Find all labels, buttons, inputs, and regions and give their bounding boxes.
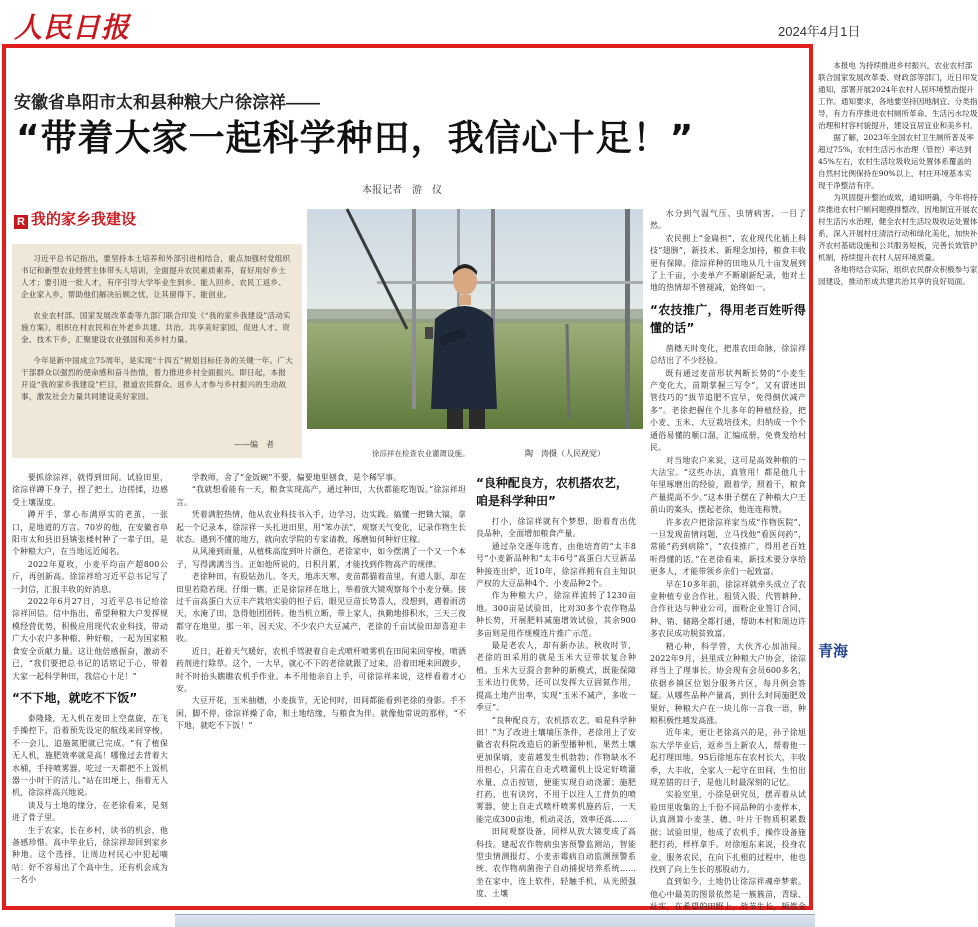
paragraph: 近年来，更让老徐高兴的是，孙子徐旭东大学毕业后，返乡当上新农人，帮着他一起打理田地。95后徐旭东在农村长大，丰收季，大丰收，全家人一起守在田间，生怕出现差错的日子，是他儿时最深刻的记忆。: [650, 728, 806, 788]
paragraph: 对当地农户来说，这可是高效种粮的一大法宝。“这些办法，真管用！都是他几十年里琢磨出的经验，跟着学，照着干，粮食产量提高不少。”这本册子摆在了种粮大户王前山的案头，摆起老徐，他连连称赞。: [650, 455, 806, 515]
paragraph: “我就想看能有一天，粮食实现高产，通过种田，大伙都能吃饱饭。”徐淙祥坦言。: [176, 485, 466, 507]
paragraph: 大豆开花，玉米抽穗，小麦拔节，无论何时，田间都能看到老徐的身影。手不闲，脚不停，徐淙祥操了命，和土地结缘，与粮食为伴。就像他常说的那样，“不下地，就吃不下饭！”: [176, 696, 466, 731]
publication-date: 2024年4月1日: [778, 24, 861, 39]
paragraph: 老徐种田，有股钻劲儿。冬天，地冻天寒，麦苗都猫着苗里，有道人影，却在田里若隐若现。仔细一瞧，正是徐淙祥在地上，举着放大镜观察每个小麦分蘖。接过千亩高蛋白大豆丰产栽培实验的担子后，眼见豆苗长势喜人，没想到，遇着雨涝天，水淹了田，急得他团团转。他当机立断，带上家人，执勤地排积水，三天三夜都守在地里。那一年，因天灾，不少农户大豆减产，老徐的千亩试验田却喜迎丰收。: [176, 572, 466, 644]
editor-note: [12, 244, 302, 458]
paragraph: 要抓徐淙祥，就得到田间。试验田里，徐淙祥蹲下身子，捏了把土，边搓揉，边感受土壤湿度。: [12, 473, 168, 507]
article-headline: “带着大家一起科学种田，我信心十足！”: [16, 118, 695, 159]
paragraph: 农民拥上“金扁担”，农业现代化插上科技“翅膀”，新技术、新理念加持，粮食丰收更有保障。徐淙祥种的田地从几十亩发展到了上千亩，小麦单产不断刷新纪录，他对土地的热情却不曾褪减，始终如一。: [650, 233, 806, 293]
paragraph: 谈及与土地的缘分，在老徐看来，是刻进了骨子里。: [12, 800, 168, 823]
paragraph: 田间观察设备，同样从放大镜变成了高科技。建起农作物病虫害预警监测站，智能型虫情测报灯、小麦赤霉病自动监测预警系统、农作物病菌孢子自动捕捉培养系统……坐在家中，连上软件，轻触手机，从光照强度、土壤: [476, 827, 636, 899]
adjacent-article-text[interactable]: [818, 60, 978, 910]
paragraph: 泰隆隆，无人机在麦田上空盘旋，在飞手操控下，沿着预先设定的航线来回穿梭，不一会儿，追施氮肥就已完成。“有了植保无人机，施肥效率就是高！哪像过去背着大水桶，手持喷雾器，吃过一天都把不上饭机器一小时干的活儿。”站在田埂上，指着无人机，徐淙祥高兴地说。: [12, 713, 168, 798]
article-kicker: 安徽省阜阳市太和县种粮大户徐淙祥——: [14, 93, 320, 112]
paragraph: 精心种，科学管，大伙齐心加油闯。2022年9月，县里成立种粮大户协会，徐淙祥当上了理事长。协会现有会员600多名，依据乡镇区位划分服务片区，每月例会答疑。从哪些品种产量高，到什么时间施肥效果好，种粮大户在一块儿你一言我一语，种粮积极性越发高涨。: [650, 641, 806, 726]
paragraph: 从风淹到雨量，从植株高度到叶片颜色，老徐家中，如今摆满了一个又一个本子，写得满满当当。正如他所说的，日积月累，才能找到作物高产的规律。: [176, 547, 466, 569]
column-label-text: 我的家乡我建设: [31, 211, 137, 228]
paragraph: 直到如今，土地仍让徐淙祥魂牵梦萦。他心中最美的图景依然是一簇簇苗，青绿、壮实，在希望的田野上，放节生长，频然金: [650, 877, 806, 912]
photo-credit: 陶 涛摄（人民视觉）: [525, 449, 605, 458]
paragraph: 学教师，舍了“金饭碗”不要，偏要地里刨食，是个稀罕事。: [191, 473, 402, 482]
paragraph: 实验室里，小徐是研究员，摆弄着从试验田里收集的上千份不同品种的小麦样本，认真测算小麦茎、穗、叶片于物质积累数据；试验田里，他成了农机手，操作设备施肥打药，样样拿手。对徐旭东来说，投身农业、服务农民，在向下扎根的过程中，他也找到了向上生长的那股动力。: [650, 790, 806, 874]
paragraph: 蹲开手，掌心布满厚实的老茧，一张口，是地道的方言。70岁的他，在安徽省阜阳市太和县旧县镇张楼村种了一辈子田，是个种粮大户，在当地远近闻名。: [12, 510, 168, 557]
article-photo[interactable]: [307, 209, 643, 429]
paragraph: 为巩固提升整治成效，通知明确，今年将持续推进农村户厕问题摸排整改，因地制宜开展农村生活污水治理，健全农村生活垃圾收运处置体系，深入开展村庄清洁行动和绿化美化，加快补齐农村基础设施和公共服务短板，完善长效管护机制，持续提升农村人居环境质量。: [818, 193, 978, 262]
photo-caption: 徐淙祥在检查农业灌溉设施。: [372, 449, 470, 458]
paragraph: 2022年夏收，小麦平均亩产超800公斤，再创新高。徐淙祥给习近平总书记写了一封信，汇报丰收的好消息。: [12, 559, 168, 594]
editor-note-paragraph: 今年是新中国成立75周年，是实现“十四五”规划目标任务的关键一年。广大干部群众以强烈的使命感和奋斗热情，着力推进乡村全面振兴。即日起，本报开设“我的家乡我建设”栏目，报道农民群众、返乡人才参与乡村振兴的生动故事，激发社会力量共同建设美好家园。: [21, 356, 293, 401]
paragraph: 凿穗天时变化，把准农田命脉，徐淙祥总结出了不少经验。: [650, 343, 806, 366]
section-subhead: “不下地，就吃不下饭”: [12, 690, 138, 705]
paragraph: 早在10多年前，徐淙祥就牵头成立了农业种植专业合作社，租赁入股、代管耕种、合作社达与种业公司，面粉企业签订合同，种、销、储路全都打通，帮助本村和周边许多农民成功脱贫致富。: [650, 579, 806, 639]
editor-note-signature: ——编 者: [234, 440, 274, 449]
paragraph: 通过杂交逐年选育，由他培育的“太丰8号”小麦新品种和“太丰6号”高蛋白大豆新品种接连出炉，近10年，徐淙祥拥有自主知识产权的大豆品种4个、小麦品种2个。: [476, 541, 636, 589]
paragraph: 打小，徐淙祥就有个梦想，盼着育出优良品种，全面增加粮食产量。: [476, 517, 636, 539]
editor-note-paragraph: 农业农村部、国家发展改革委等九部门联合印发《“我的家乡我建设”活动实施方案》，组织在村农民和在外老乡共建、共治、共享美好家园，促进人才、资金、技术下乡，汇聚建设农业强国和美乡村力量。: [21, 311, 291, 344]
article-byline: 本报记者 游 仪: [362, 185, 442, 196]
article-column-3: [476, 516, 636, 904]
column-label: [14, 208, 136, 229]
editor-note-paragraph: 习近平总书记指出，要坚持本土培养和外部引进相结合，重点加强村党组织书记和新型农业经营主体带头人培训，全面提升农民素质素养，育好用好乡土人才；要引进一批人才，有序引导大学毕业生到乡、能人回乡、农民工返乡、企业家入乡，帮助他们解决后顾之忧，让其留得下、能创业。: [21, 254, 291, 299]
paragraph: 生于农家，长在乡村，读书的机会，他备感珍惜。高中毕业后，徐淙祥却回到家乡种地。这个选择，让周边村民心中犯起嘀咕：好不容易出了个高中生，还有机会成为一名小: [12, 825, 168, 885]
paragraph: 近日，赶着天气暖好，农机手驾驶着自走式喷杆喷雾机在田间来回穿梭，喷洒药剂进行除草。这个，一大早，就心不下的老徐就跟了过来，沿着田埂来回踱步，时不时抬头瞧瞧农机手作业。本不用他亲自上手，可徐淙祥来说，这样看着才心安。: [176, 646, 466, 693]
article-column-1: [12, 472, 168, 904]
paragraph: 作为种粮大户，徐淙祥流转了1230亩地。300亩是试验田，比对30多个农作物品种长势，开展肥料减施增效试验，其余900多亩则是用作规模连片推广示范。: [476, 591, 636, 638]
paragraph: 2022年6月27日，习近平总书记给徐淙祥回信。信中指出，希望种粮大户发挥规模经营优势，积极应用现代农业科技，带动广大小农户多种粮、种好粮，一起为国家粮食安全贡献力量。这让他倍感振奋，激动不已，“我们要把总书记的话铭记于心，带着大家一起科学种田，我信心十足！”: [12, 597, 168, 681]
paragraph: 本报电 为持续推进乡村振兴，农业农村部联合国家发展改革委、财政部等部门，近日印发通知，部署开展2024年农村人居环境整治提升工作。通知要求，各地要坚持因地制宜、分类指导，有力有序推进农村厕所革命、生活污水垃圾治理和村容村貌提升，建设宜居宜业和美乡村。: [818, 61, 978, 130]
paragraph: 许多农户把徐淙祥家当成“作物医院”，一旦发现苗情问题，立马找他“看医问药”，常能“药到病除”，“农技推广，得用老百姓听得懂的话。”在老徐看来，新技术要分享给更多人，才能带领乡亲们一起致富。: [650, 517, 806, 577]
masthead-logo[interactable]: 人民日报: [14, 11, 131, 44]
paragraph: 既有通过麦苗形状判断长势的“小麦生产变化大，苗期掌握三写令”，又有谓述田管技巧的“拔节追肥不宜早，免得倒伏减产多”。老徐把握住个儿多年的种植经验，把小麦、玉米、大豆栽培技术，归纳成一个个通俗易懂的顺口溜，汇编成册，免费发给村民。: [650, 368, 806, 453]
paragraph: 最是老农人，却有新办法。秋收时节，老徐的田采用的就是玉米大豆带状复合种植。玉米大豆混合套种的新模式，既能保障玉米边行优势，还可以发挥大豆固氮作用，提高土地产出率，实现“玉米不减产，多收一季豆”。: [476, 641, 636, 713]
paragraph: “良种配良方，农机搭农艺，咱是科学种田！”为了改进土壤墒压条件，老徐用上了安徽省农科院改造后的新型播种机，果然土壤更加保墒，麦苗越发生机勃勃；作物缺水不用担心，只需在自走式喷灌机上设定好喷灌水量，点击按钮，便能实现自动浇灌；施肥打药，也有诀窍，不用于以往人工背负的喷雾器，使上自走式喷杆喷雾机施药后，一天能完成300亩地，机动灵活，效率还高……: [476, 715, 636, 824]
article-column-4: [650, 208, 806, 912]
adjacent-article-image[interactable]: [175, 914, 815, 927]
adjacent-article-headline[interactable]: 青海: [818, 642, 849, 660]
paragraph: 水分到气温气压、虫情病害，一目了然。: [650, 209, 806, 231]
section-subhead: “农技推广，得用老百姓听得懂的话”: [650, 302, 806, 335]
column-badge-icon: R: [14, 215, 28, 229]
paragraph: 各地将结合实际，组织农民群众积极参与家园建设，推动形成共建共治共享的良好局面。: [818, 265, 978, 286]
article-column-2: [176, 472, 466, 904]
paragraph: 据了解，2023年全国农村卫生厕所普及率超过75%，农村生活污水治理（管控）率达到45%左右，农村生活垃圾收运处置体系覆盖的自然村比例保持在90%以上，村庄环境基本实现干净整洁有序。: [818, 133, 975, 190]
paragraph: 凭着满腔热情，他从农业科技书入手，边学习，边实践。搞懂一把锄大镐，拿起一个记录本，徐淙祥一头扎进田里，用“笨办法”，观察天气变化，记录作物生长状态。遇到不懂的地方，就向农学院的专家请教，琢磨如何种好庄稼。: [176, 510, 466, 545]
farmer-field-photo: [307, 209, 643, 429]
section-subhead: “良种配良方，农机搭农艺，咱是科学种田”: [476, 476, 628, 508]
